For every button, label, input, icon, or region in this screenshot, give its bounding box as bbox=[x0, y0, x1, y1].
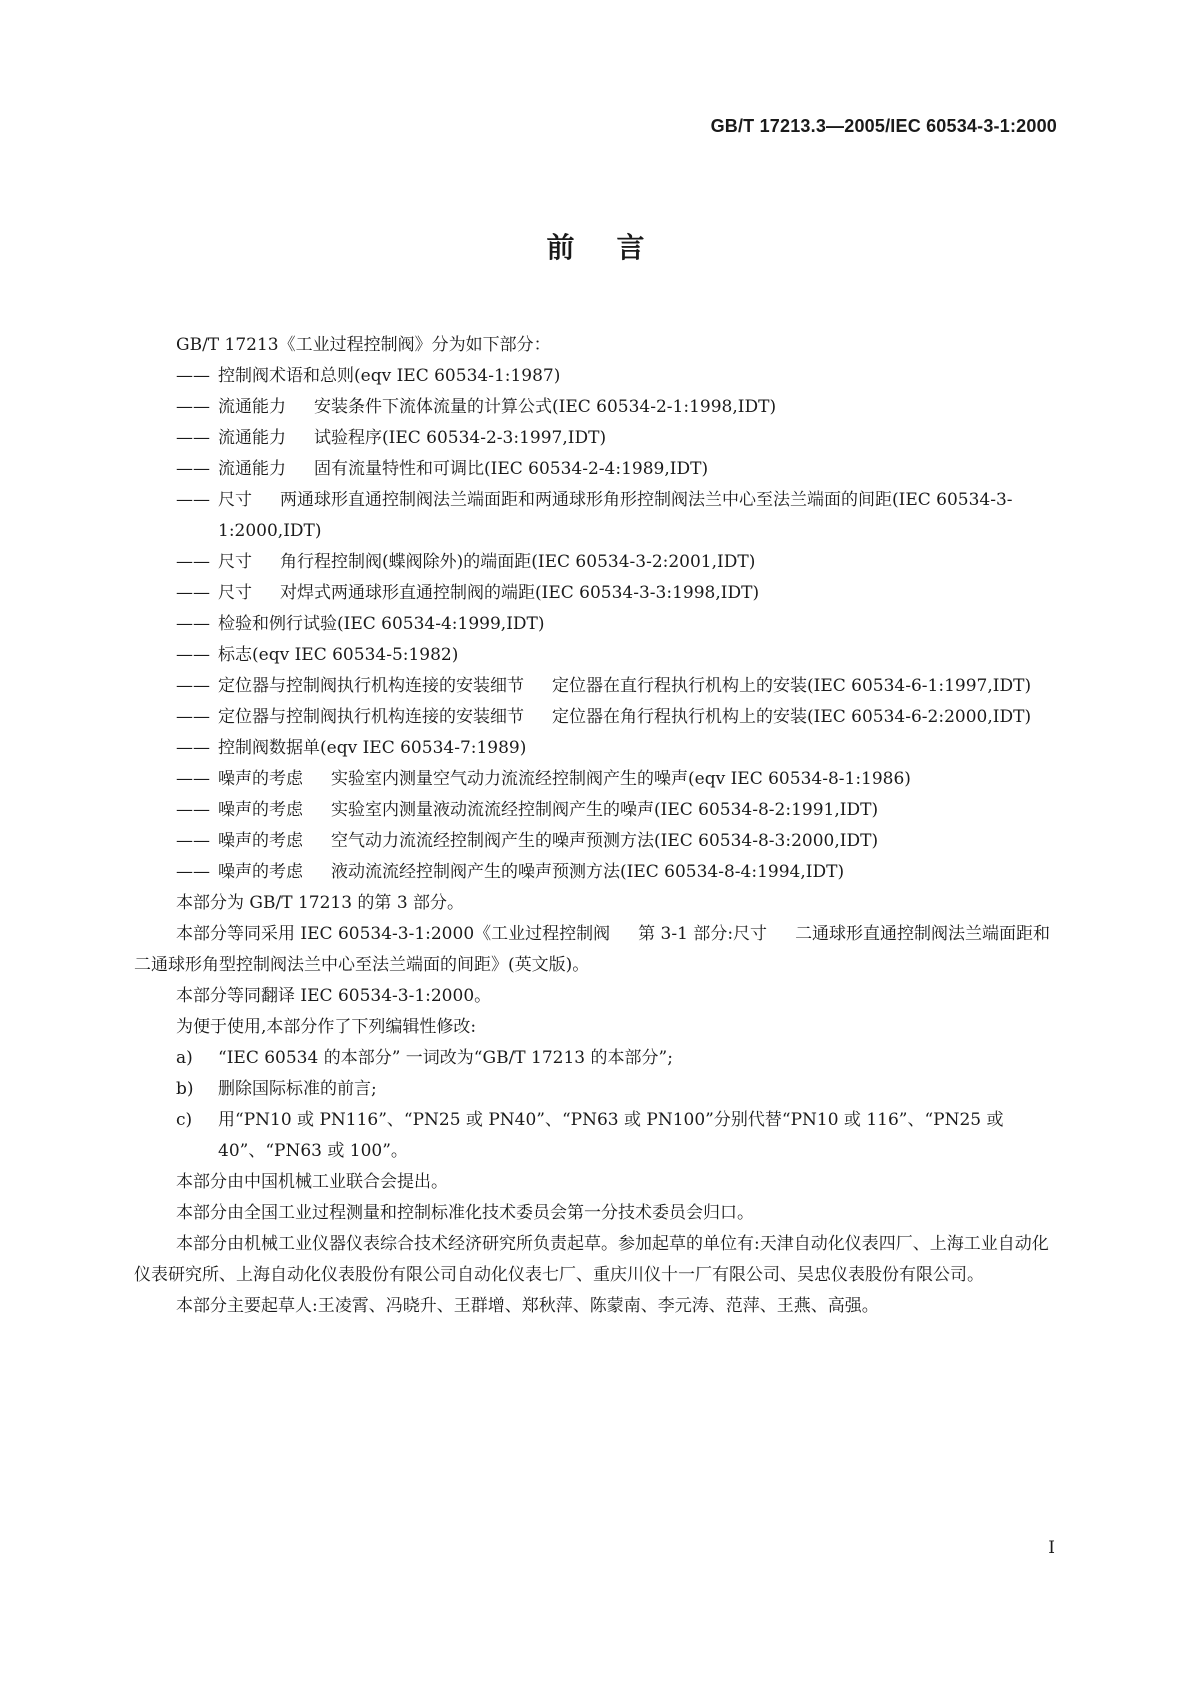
drafting-units-paragraph: 本部分由机械工业仪器仪表综合技术经济研究所负责起草。参加起草的单位有:天津自动化仪表四厂、上海工业自动化仪表研究所、上海自动化仪表股份有限公司自动化仪表七厂、重庆川仪十一厂有限公司、吴忠仪表股份有限公司。 bbox=[134, 1234, 1049, 1285]
list-item: —— 标志(eqv IEC 60534-5:1982) bbox=[176, 640, 1060, 671]
dash-marker: —— bbox=[176, 614, 210, 634]
parts-list bbox=[176, 361, 1060, 888]
list-item: —— 噪声的考虑 实验室内测量液动流流经控制阀产生的噪声(IEC 60534-8-2:1991,IDT) bbox=[176, 795, 1060, 826]
list-item: —— 噪声的考虑 液动流流经控制阀产生的噪声预测方法(IEC 60534-8-4:1994,IDT) bbox=[176, 857, 1060, 888]
dash-marker: —— bbox=[176, 645, 210, 665]
dash-marker: —— bbox=[176, 707, 210, 727]
dash-marker: —— bbox=[176, 552, 210, 572]
dash-marker: —— bbox=[176, 583, 210, 603]
list-item: —— 定位器与控制阀执行机构连接的安装细节 定位器在直行程执行机构上的安装(IEC 60534-6-1:1997,IDT) bbox=[176, 671, 1060, 702]
dash-marker: —— bbox=[176, 366, 210, 386]
translation-paragraph: 本部分等同翻译 IEC 60534-3-1:2000。 bbox=[176, 986, 492, 1006]
adoption-paragraph: 本部分等同采用 IEC 60534-3-1:2000《工业过程控制阀 第 3-1 部分:尺寸 二通球形直通控制阀法兰端面距和二通球形角型控制阀法兰中心至法兰端面的间距》(英文版)。 bbox=[134, 924, 1051, 975]
dash-marker: —— bbox=[176, 490, 210, 510]
dash-marker: —— bbox=[176, 676, 210, 696]
dash-marker: —— bbox=[176, 428, 210, 448]
list-item: a) “IEC 60534 的本部分” 一词改为“GB/T 17213 的本部分”; bbox=[176, 1043, 1060, 1074]
page-number: I bbox=[1048, 1538, 1055, 1558]
document-body bbox=[134, 330, 1060, 1322]
dash-marker: —— bbox=[176, 397, 210, 417]
list-item: —— 流通能力 试验程序(IEC 60534-2-3:1997,IDT) bbox=[176, 423, 1060, 454]
list-item: —— 尺寸 对焊式两通球形直通控制阀的端距(IEC 60534-3-3:1998,IDT) bbox=[176, 578, 1060, 609]
list-item: —— 流通能力 安装条件下流体流量的计算公式(IEC 60534-2-1:1998,IDT) bbox=[176, 392, 1060, 423]
standard-header: GB/T 17213.3—2005/IEC 60534-3-1:2000 bbox=[710, 116, 1057, 136]
dash-marker: —— bbox=[176, 831, 210, 851]
page-title: 前言 bbox=[546, 231, 687, 264]
list-item: —— 噪声的考虑 空气动力流流经控制阀产生的噪声预测方法(IEC 60534-8-3:2000,IDT) bbox=[176, 826, 1060, 857]
list-item: c) 用“PN10 或 PN116”、“PN25 或 PN40”、“PN63 或 PN100”分别代替“PN10 或 116”、“PN25 或 40”、“PN63 或 100”。 bbox=[176, 1105, 1060, 1167]
dash-marker: —— bbox=[176, 769, 210, 789]
intro-paragraph: GB/T 17213《工业过程控制阀》分为如下部分： bbox=[176, 335, 551, 355]
list-label: b) bbox=[176, 1079, 194, 1099]
edits-list bbox=[176, 1043, 1060, 1167]
drafters-paragraph: 本部分主要起草人:王凌霄、冯晓升、王群增、郑秋萍、陈蒙南、李元涛、范萍、王燕、高强。 bbox=[176, 1296, 879, 1316]
list-item: —— 检验和例行试验(IEC 60534-4:1999,IDT) bbox=[176, 609, 1060, 640]
edits-intro-paragraph: 为便于使用,本部分作了下列编辑性修改: bbox=[176, 1017, 477, 1037]
list-label: c) bbox=[176, 1110, 193, 1130]
list-item: —— 尺寸 角行程控制阀(蝶阀除外)的端面距(IEC 60534-3-2:2001,IDT) bbox=[176, 547, 1060, 578]
dash-marker: —— bbox=[176, 459, 210, 479]
proposed-by-paragraph: 本部分由中国机械工业联合会提出。 bbox=[176, 1172, 448, 1192]
dash-marker: —— bbox=[176, 738, 210, 758]
dash-marker: —— bbox=[176, 800, 210, 820]
list-item: b) 删除国际标准的前言; bbox=[176, 1074, 1060, 1105]
list-item: —— 噪声的考虑 实验室内测量空气动力流流经控制阀产生的噪声(eqv IEC 60534-8-1:1986) bbox=[176, 764, 1060, 795]
list-item: —— 尺寸 两通球形直通控制阀法兰端面距和两通球形角形控制阀法兰中心至法兰端面的间距(IEC 60534-3-1:2000,IDT) bbox=[176, 485, 1060, 547]
list-label: a) bbox=[176, 1048, 193, 1068]
part-number-paragraph: 本部分为 GB/T 17213 的第 3 部分。 bbox=[176, 893, 465, 913]
dash-marker: —— bbox=[176, 862, 210, 882]
list-item: —— 控制阀术语和总则(eqv IEC 60534-1:1987) bbox=[176, 361, 1060, 392]
centralized-by-paragraph: 本部分由全国工业过程测量和控制标准化技术委员会第一分技术委员会归口。 bbox=[176, 1203, 754, 1223]
list-item: —— 定位器与控制阀执行机构连接的安装细节 定位器在角行程执行机构上的安装(IEC 60534-6-2:2000,IDT) bbox=[176, 702, 1060, 733]
list-item: —— 流通能力 固有流量特性和可调比(IEC 60534-2-4:1989,IDT) bbox=[176, 454, 1060, 485]
list-item: —— 控制阀数据单(eqv IEC 60534-7:1989) bbox=[176, 733, 1060, 764]
